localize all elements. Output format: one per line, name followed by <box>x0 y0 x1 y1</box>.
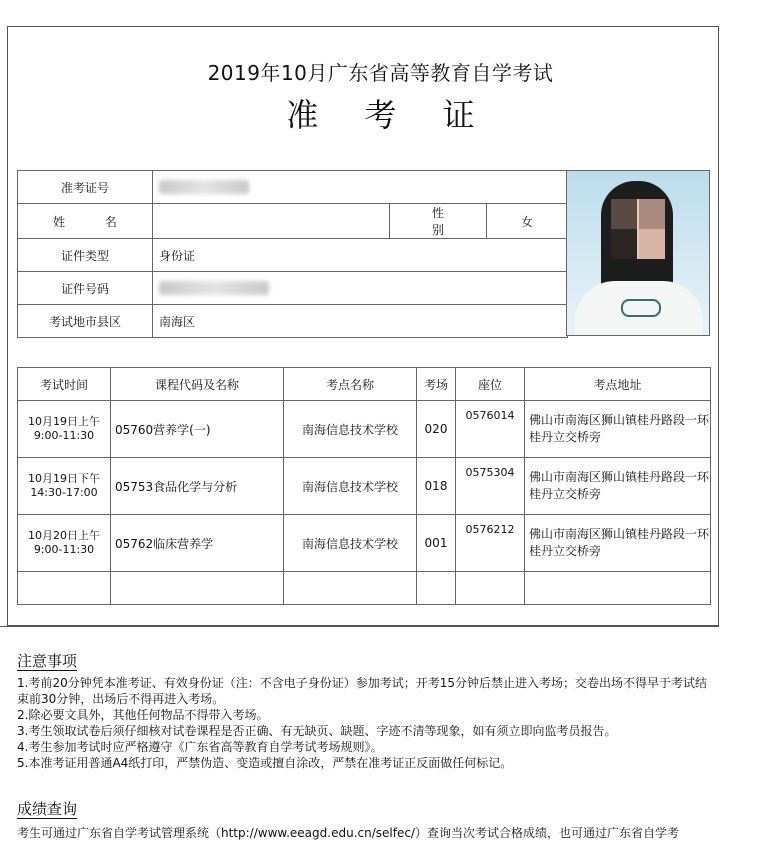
notes-list <box>17 675 717 771</box>
course-name: 05760营养学(一) <box>111 401 284 458</box>
course-name: 05753食品化学与分析 <box>111 458 284 515</box>
room-no: 001 <box>417 515 456 572</box>
col-site-header: 考点名称 <box>284 368 417 401</box>
redacted-id-no <box>159 281 269 295</box>
ticket-heading: 准 考 证 <box>286 96 493 134</box>
district-value: 南海区 <box>153 305 568 338</box>
id-no-label: 证件号码 <box>18 272 153 305</box>
note-item: 2.除必要文具外，其他任何物品不得带入考场。 <box>17 708 269 722</box>
exam-time: 10月20日上午 9:00-11:30 <box>18 515 111 572</box>
note-item: 4.考生参加考试时应严格遵守《广东省高等教育自学考试考场规则》。 <box>17 740 383 754</box>
score-query-title: 成绩查询 <box>17 800 78 818</box>
gender-label: 性 别 <box>390 204 487 239</box>
score-query-text: 考生可通过广东省自学考试管理系统（http://www.eeagd.edu.cn/selfec/）查询当次考试合格成绩，也可通过广东省自学考 <box>17 826 679 840</box>
room-no: 020 <box>417 401 456 458</box>
gender-value: 女 <box>487 204 568 239</box>
exam-time: 10月19日下午 14:30-17:00 <box>18 458 111 515</box>
col-course-header: 课程代码及名称 <box>111 368 284 401</box>
seat-no: 0575304 <box>456 458 525 515</box>
id-no-value <box>153 272 568 305</box>
note-item: 3.考生领取试卷后须仔细核对试卷课程是否正确、有无缺页、缺题、字迹不清等现象，如有须立即向监考员报告。 <box>17 724 617 738</box>
section-divider <box>0 626 719 627</box>
table-row <box>18 515 711 572</box>
note-item: 1.考前20分钟凭本准考证、有效身份证（注：不含电子身份证）参加考试；开考15分钟后禁止进入考场；交卷出场不得早于考试结束前30分钟，出场后不得再进入考场。 <box>17 676 707 706</box>
room-no: 018 <box>417 458 456 515</box>
col-time-header: 考试时间 <box>18 368 111 401</box>
col-room-header: 考场 <box>417 368 456 401</box>
exam-schedule-table <box>17 367 711 605</box>
name-value <box>153 204 390 239</box>
seat-no: 0576014 <box>456 401 525 458</box>
id-type-value: 身份证 <box>153 239 568 272</box>
site-address: 佛山市南海区狮山镇桂丹路段一环桂丹立交桥旁 <box>525 515 711 572</box>
notes-title: 注意事项 <box>17 652 78 670</box>
candidate-info-table <box>17 170 568 338</box>
redacted-ticket-no <box>159 180 249 194</box>
exam-time: 10月19日上午 9:00-11:30 <box>18 401 111 458</box>
site-address: 佛山市南海区狮山镇桂丹路段一环桂丹立交桥旁 <box>525 458 711 515</box>
table-row-empty <box>18 572 711 605</box>
col-seat-header: 座位 <box>456 368 525 401</box>
site-name: 南海信息技术学校 <box>284 515 417 572</box>
name-label: 姓 名 <box>18 204 153 239</box>
site-address: 佛山市南海区狮山镇桂丹路段一环桂丹立交桥旁 <box>525 401 711 458</box>
site-name: 南海信息技术学校 <box>284 401 417 458</box>
seat-no: 0576212 <box>456 515 525 572</box>
ticket-no-label: 准考证号 <box>18 171 153 204</box>
note-item: 5.本准考证用普通A4纸打印，严禁伪造、变造或擅自涂改，严禁在准考证正反面做任何标记。 <box>17 756 513 770</box>
exam-title: 2019年10月广东省高等教育自学考试 <box>207 61 554 85</box>
district-label: 考试地市县区 <box>18 305 153 338</box>
course-name: 05762临床营养学 <box>111 515 284 572</box>
site-name: 南海信息技术学校 <box>284 458 417 515</box>
ticket-no-value <box>153 171 568 204</box>
id-type-label: 证件类型 <box>18 239 153 272</box>
candidate-photo <box>566 170 710 336</box>
table-row <box>18 401 711 458</box>
table-row <box>18 458 711 515</box>
col-address-header: 考点地址 <box>525 368 711 401</box>
